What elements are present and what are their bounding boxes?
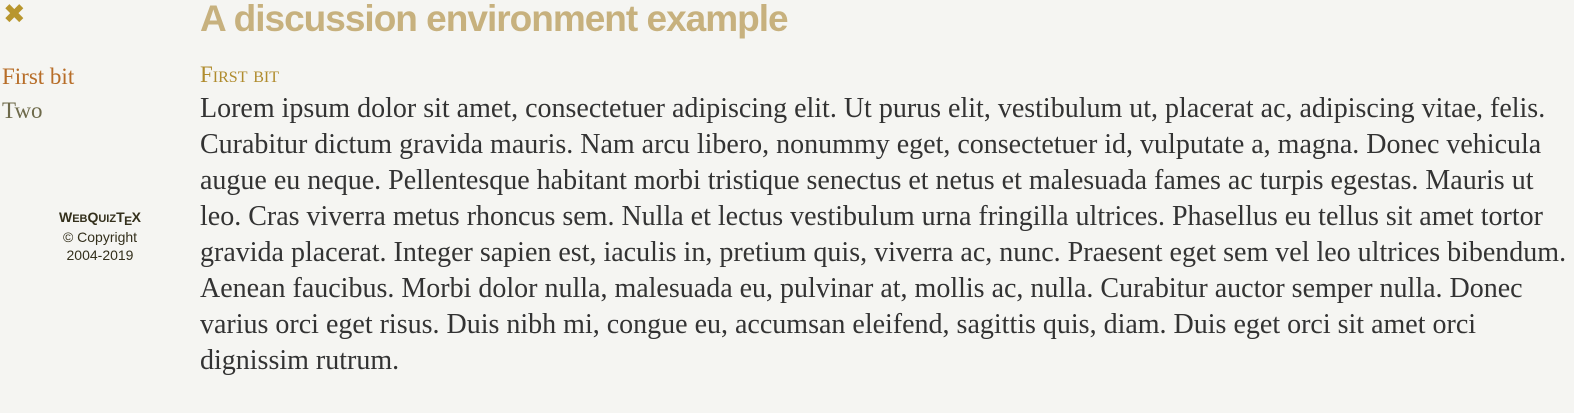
sidebar-item-first-bit[interactable]: First bit: [2, 64, 75, 89]
copyright-years: 2004-2019: [66, 247, 134, 263]
brand-segment: EB: [72, 213, 88, 225]
brand-segment: UIZ: [98, 213, 117, 225]
sidebar-nav: [2, 60, 198, 128]
sidebar-item-two[interactable]: Two: [2, 98, 43, 123]
copyright-line: © Copyright: [62, 229, 138, 245]
main-content: [200, 0, 1572, 413]
brand-segment: T: [116, 209, 125, 225]
close-icon[interactable]: ✖: [3, 0, 26, 30]
brand-segment: Q: [87, 209, 99, 225]
webquiztex-logo: [2, 208, 198, 228]
section-heading-first-bit: First bit: [200, 62, 279, 87]
brand-segment: X: [131, 209, 142, 225]
lorem-paragraph: Lorem ipsum dolor sit amet, consectetuer adipiscing elit. Ut purus elit, vestibulum ut, placerat ac, adipiscing vitae, felis. Curabitur dictum gravida mauris. Nam arcu libero, nonummy eget, consectetuer id, vulputate a, magna. Donec vehicula augue eu neque. Pellentesque habitant morbi tristique senectus et netus et malesuada fames ac turpis egestas. Mauris ut leo. Cras viverra metus rhoncus sem. Nulla et lectus vestibulum urna fringilla ultrices. Phasellus eu tellus sit amet tortor gravida placerat. Integer sapien est, iaculis in, pretium quis, viverra ac, nunc. Praesent eget sem vel leo ultrices bibendum. Aenean faucibus. Morbi dolor nulla, malesuada eu, pulvinar at, mollis ac, nulla. Curabitur auctor semper nulla. Donec varius orci eget risus. Duis nibh mi, congue eu, accumsan eleifend, sagittis quis, diam. Duis eget orci sit amet orci dignissim rutrum.: [200, 93, 1567, 376]
brand-segment: W: [58, 209, 73, 225]
copyright-block: [2, 208, 198, 264]
sidebar: [0, 0, 198, 413]
page-title: A discussion environment example: [200, 0, 788, 39]
brand-segment: E: [124, 214, 133, 228]
